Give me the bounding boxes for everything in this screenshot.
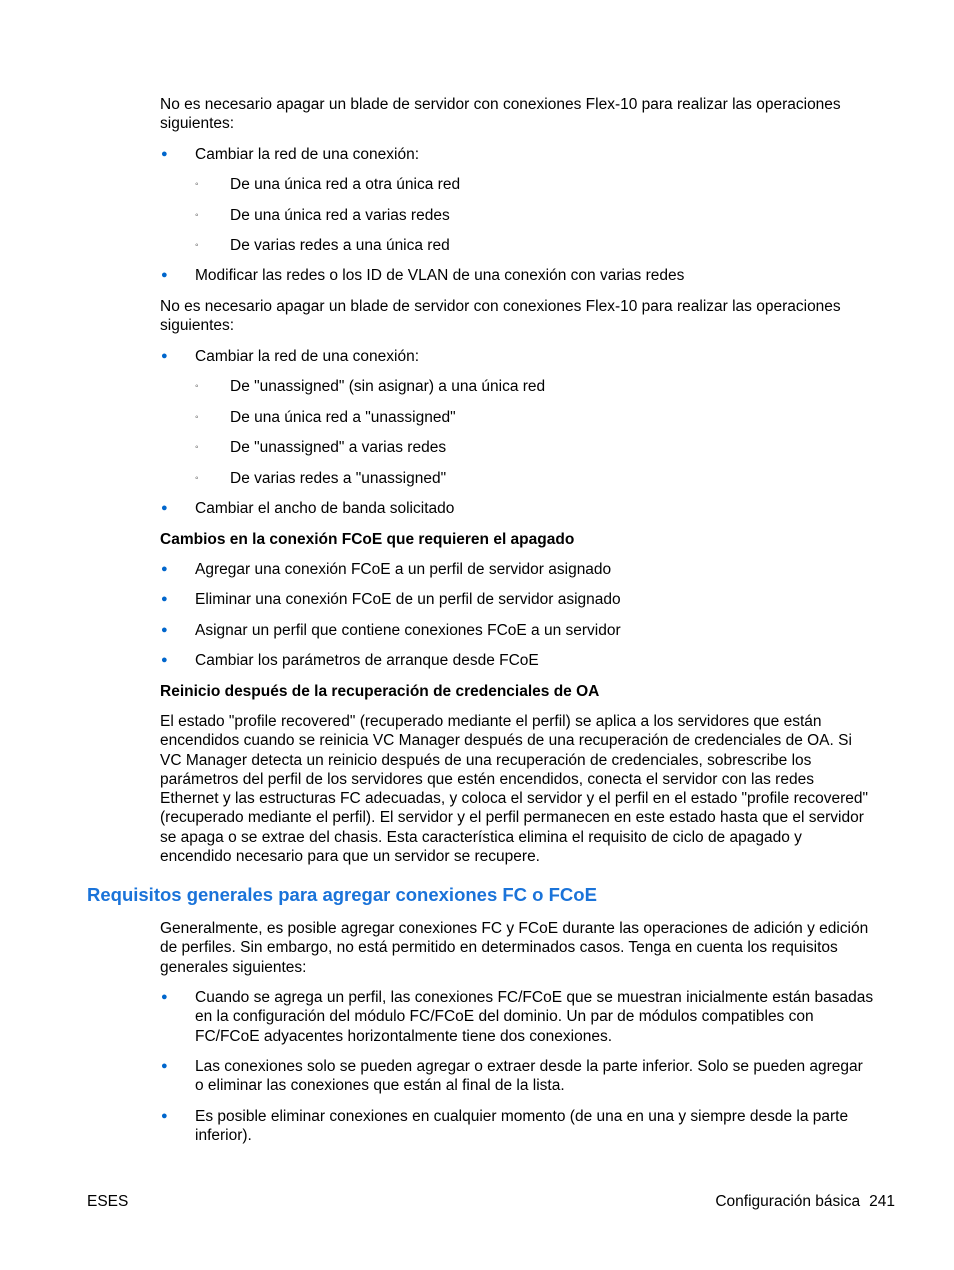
bullet-icon: ● xyxy=(161,624,168,636)
bullet-icon: ● xyxy=(161,502,168,514)
sub-bullet-icon: ◦ xyxy=(195,473,199,484)
list-item: Modificar las redes o los ID de VLAN de una conexión con varias redes xyxy=(195,267,685,284)
bullet-icon: ● xyxy=(161,991,168,1003)
sub-list-item: De una única red a varias redes xyxy=(230,207,450,224)
footer-section-title: Configuración básica xyxy=(715,1193,861,1210)
bullet-icon: ● xyxy=(161,350,168,362)
sub-list-item: De varias redes a "unassigned" xyxy=(230,470,447,487)
sub-bullet-icon: ◦ xyxy=(195,240,199,251)
list-item: Cambiar la red de una conexión: xyxy=(195,146,420,163)
bullet-icon: ● xyxy=(161,654,168,666)
sub-list-item: De una única red a otra única red xyxy=(230,176,461,193)
list-item: Agregar una conexión FCoE a un perfil de servidor asignado xyxy=(195,561,612,578)
list-item: Cambiar el ancho de banda solicitado xyxy=(195,500,455,517)
sub-list-item: De "unassigned" a varias redes xyxy=(230,439,447,456)
sub-list-item: De "unassigned" (sin asignar) a una única red xyxy=(230,378,546,395)
list-item: Es posible eliminar conexiones en cualquier momento (de una en una y siempre desde la parte inferior). xyxy=(195,1108,849,1145)
sub-bullet-icon: ◦ xyxy=(195,179,199,190)
bullet-icon: ● xyxy=(161,269,168,281)
paragraph-general-requirements: Generalmente, es posible agregar conexiones FC y FCoE durante las operaciones de adición y edición de perfiles. Sin embargo, no está permitido en determinados casos. Tenga en cuenta los requisitos generales siguientes: xyxy=(160,920,869,976)
sub-list-item: De una única red a "unassigned" xyxy=(230,409,456,426)
paragraph-profile-recovered: El estado "profile recovered" (recuperado mediante el perfil) se aplica a los servidores que están encendidos cuando se reinicia VC Manager después de una recuperación de credenciales de OA. Si VC Manager detecta un reinicio después de una recuperación de credenciales, sobrescribe los parámetros del perfil de los servidores que estén encendidos, conecta el servidor con las redes Ethernet y las estructuras FC adecuadas, y coloca el servidor y el perfil en el estado "profile recovered" (recuperado mediante el perfil). El servidor y el perfil permanecen en este estado hasta que el servidor se apaga o se extrae del chasis. Esta característica elimina el requisito de ciclo de apagado y encendido necesario para que un servidor se recupere. xyxy=(160,713,868,866)
page-number: 241 xyxy=(869,1193,895,1210)
list-item: Cambiar los parámetros de arranque desde FCoE xyxy=(195,652,539,669)
footer-page-info xyxy=(715,1192,895,1211)
footer-locale: ESES xyxy=(87,1193,129,1210)
bullet-icon: ● xyxy=(161,593,168,605)
section-heading: Requisitos generales para agregar conexiones FC o FCoE xyxy=(87,884,597,905)
list-item: Cuando se agrega un perfil, las conexiones FC/FCoE que se muestran inicialmente están basadas en la configuración del módulo FC/FCoE del dominio. Un par de módulos compatibles con FC/FCoE adyacentes horizontalmente tiene dos conexiones. xyxy=(195,989,874,1045)
subheading-reinicio: Reinicio después de la recuperación de credenciales de OA xyxy=(160,683,600,700)
sub-bullet-icon: ◦ xyxy=(195,210,199,221)
sub-bullet-icon: ◦ xyxy=(195,412,199,423)
sub-bullet-icon: ◦ xyxy=(195,381,199,392)
list-item: Las conexiones solo se pueden agregar o extraer desde la parte inferior. Solo se pueden agregar o eliminar las conexiones que están al final de la lista. xyxy=(195,1058,863,1095)
sub-bullet-icon: ◦ xyxy=(195,442,199,453)
list-item: Eliminar una conexión FCoE de un perfil de servidor asignado xyxy=(195,591,621,608)
paragraph-flex10-intro-2: No es necesario apagar un blade de servidor con conexiones Flex-10 para realizar las operaciones siguientes: xyxy=(160,298,841,335)
bullet-icon: ● xyxy=(161,148,168,160)
bullet-icon: ● xyxy=(161,1060,168,1072)
bullet-icon: ● xyxy=(161,1110,168,1122)
paragraph-flex10-intro-1: No es necesario apagar un blade de servidor con conexiones Flex-10 para realizar las operaciones siguientes: xyxy=(160,96,841,133)
list-item: Cambiar la red de una conexión: xyxy=(195,348,420,365)
sub-list-item: De varias redes a una única red xyxy=(230,237,450,254)
subheading-fcoe-changes: Cambios en la conexión FCoE que requieren el apagado xyxy=(160,531,575,548)
list-item: Asignar un perfil que contiene conexiones FCoE a un servidor xyxy=(195,622,621,639)
bullet-icon: ● xyxy=(161,563,168,575)
